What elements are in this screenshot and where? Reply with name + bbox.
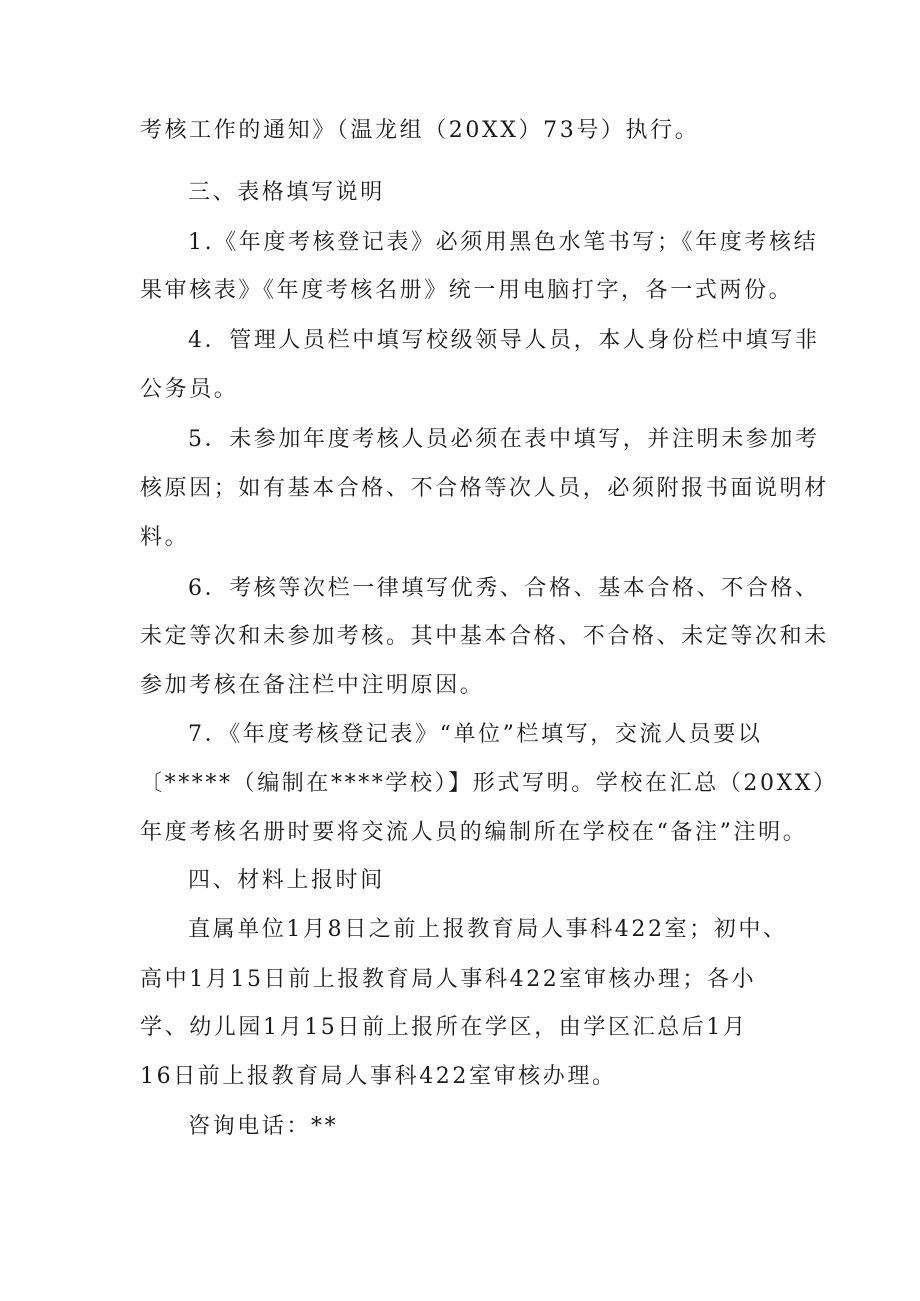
paragraph-line: 直属单位1月8日之前上报教育局人事科422室；初中、 <box>188 917 788 942</box>
paragraph-line: 考核工作的通知》（温龙组（20XX）73号）执行。 <box>140 118 700 143</box>
paragraph-line: 学、幼儿园1月15日前上报所在学区，由学区汇总后1月 <box>140 1015 748 1040</box>
paragraph-line: 7．《年度考核登记表》“单位”栏填写，交流人员要以 <box>188 722 763 747</box>
paragraph-line: 果审核表》《年度考核名册》统一用电脑打字，各一式两份。 <box>140 278 794 303</box>
paragraph-line: 6．考核等次栏一律填写优秀、合格、基本合格、不合格、 <box>188 576 820 601</box>
paragraph-line: 〔*****（编制在****学校）】形式写明。学校在汇总（20XX） <box>140 771 838 796</box>
paragraph-line: 核原因；如有基本合格、不合格等次人员，必须附报书面说明材 <box>140 476 829 501</box>
paragraph-line: 4．管理人员栏中填写校级领导人员，本人身份栏中填写非 <box>188 328 820 353</box>
section-heading: 四、材料上报时间 <box>188 868 385 893</box>
paragraph-line: 公务员。 <box>140 377 239 402</box>
contact-phone: 咨询电话：** <box>188 1114 339 1139</box>
paragraph-line: 1.《年度考核登记表》必须用黑色水笔书写；《年度考核结 <box>188 230 819 255</box>
paragraph-line: 5．未参加年度考核人员必须在表中填写，并注明未参加考 <box>188 427 820 452</box>
paragraph-line: 料。 <box>140 525 190 550</box>
paragraph-line: 参加考核在备注栏中注明原因。 <box>140 673 485 698</box>
section-heading: 三、表格填写说明 <box>188 180 385 205</box>
paragraph-line: 高中1月15日前上报教育局人事科422室审核办理；各小 <box>140 967 757 992</box>
paragraph-line: 年度考核名册时要将交流人员的编制所在学校在“备注”注明。 <box>140 820 808 845</box>
paragraph-line: 16日前上报教育局人事科422室审核办理。 <box>140 1064 617 1089</box>
paragraph-line: 未定等次和未参加考核。其中基本合格、不合格、未定等次和未 <box>140 624 829 649</box>
